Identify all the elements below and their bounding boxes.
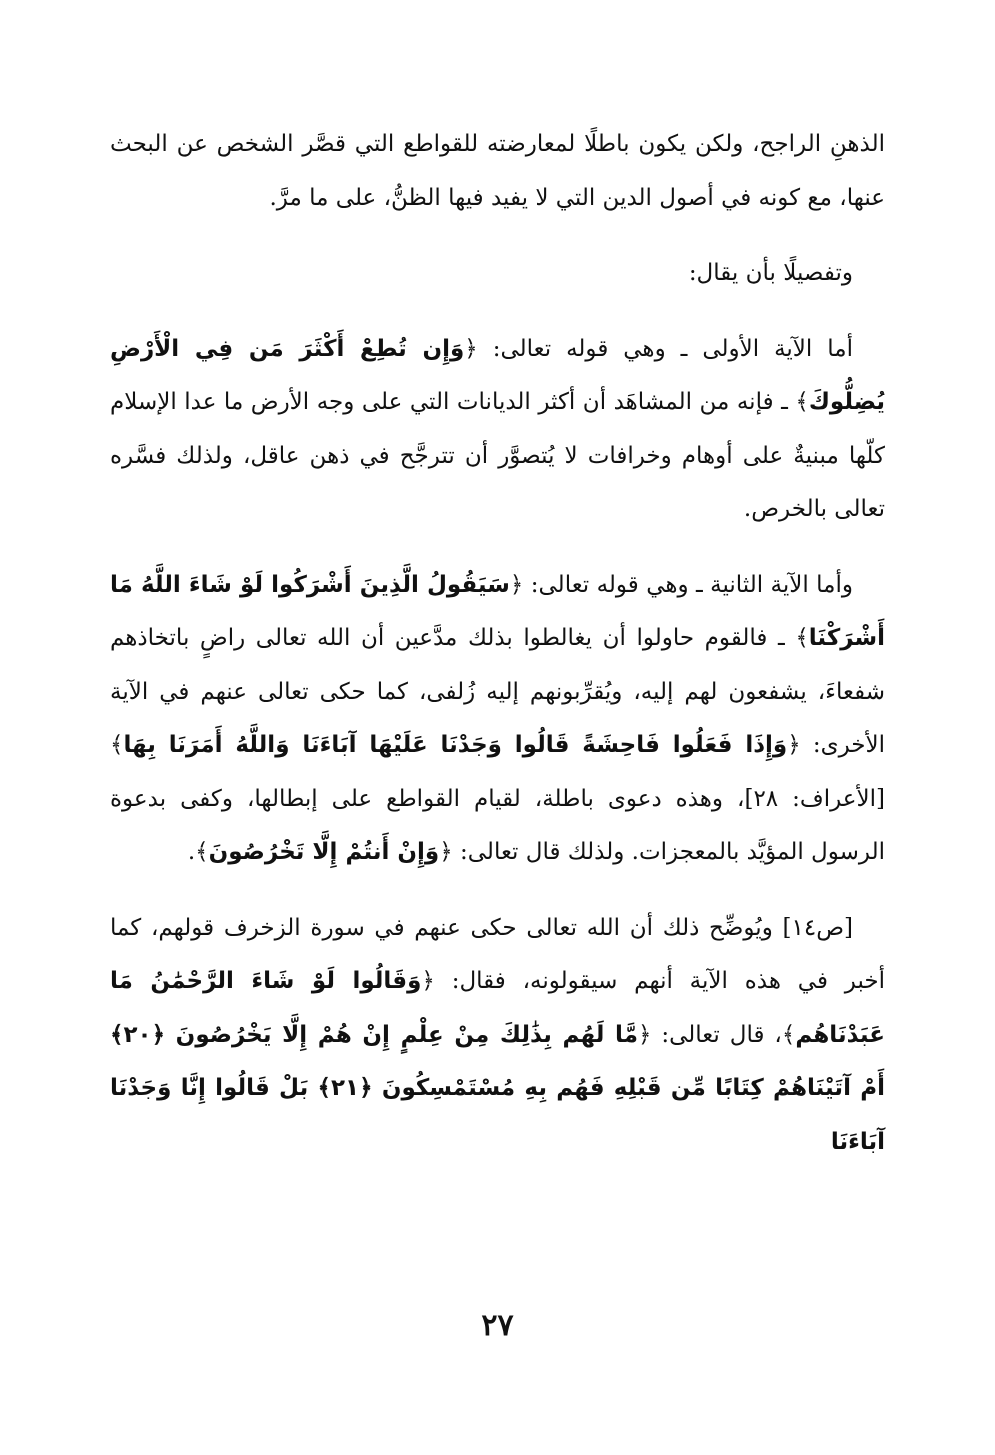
verse-open-bracket: ﴿ <box>509 571 524 598</box>
verse-reference: [الأعراف: ٢٨] <box>744 785 886 812</box>
paragraph-1-text: الذهنِ الراجح، ولكن يكون باطلًا لمعارضته للقواطع التي قصَّر الشخص عن البحث عنها، مع كونه في أصول الدين التي لا يفيد فيها الظنُّ، على ما مرَّ. <box>110 131 885 211</box>
quran-verse: سَيَقُولُ الَّذِينَ أَشْرَكُوا لَوْ شَاءَ اللَّهُ مَا أَشْرَكْنَا <box>110 571 886 651</box>
page-marker: [ص١٤] <box>782 914 854 941</box>
paragraph-3 <box>110 323 885 537</box>
p5-intro: ويُوضِّح ذلك أن الله تعالى حكى عنهم في سورة الزخرف قولهم، كما أخبر في هذه الآية أنهم سيقولونه، فقال: <box>110 914 885 994</box>
paragraph-4 <box>110 559 885 880</box>
p5-body: ، قال تعالى: <box>661 1021 782 1048</box>
paragraph-2 <box>110 247 885 301</box>
verse-open-bracket: ﴿ <box>637 1021 652 1048</box>
p4-body-1: ـ فالقوم حاولوا أن يغالطوا بذلك مدَّعين أن الله تعالى راضٍ باتخاذهم شفعاءَ، يشفعون لهم إليه، ويُقرِّبونهم إليه زُلفى، كما حكى تعالى عنهم في الآية الأخرى: <box>110 625 886 758</box>
p3-intro: أما الآية الأولى ـ وهي قوله تعالى: <box>492 335 853 362</box>
verse-open-bracket: ﴿ <box>439 839 453 865</box>
paragraph-1 <box>110 118 885 225</box>
body-text <box>110 118 885 1191</box>
verse-close-bracket: ﴾ <box>781 1021 796 1048</box>
verse-close-bracket: ﴾ <box>795 625 809 651</box>
verse-close-bracket: ﴾ <box>110 732 124 758</box>
p3-body: ـ فإنه من المشاهَد أن أكثر الديانات التي على وجه الأرض ما عدا الإسلام كلّها مبنيةٌ على أوهام وخرافات لا يُتصوَّر أن تترجَّح في ذهن عاقل، ولذلك فسَّره تعالى بالخرص. <box>110 389 885 522</box>
quran-verse: وَإِذَا فَعَلُوا فَاحِشَةً قَالُوا وَجَدْنَا عَلَيْهَا آبَاءَنَا وَاللَّهُ أَمَرَنَا بِهَا <box>123 732 788 758</box>
verse-open-bracket: ﴿ <box>787 732 801 758</box>
quran-verse: وَإِنْ أَنتُمْ إِلَّا تَخْرُصُونَ <box>208 839 440 865</box>
verse-close-bracket: ﴾ <box>795 389 809 415</box>
p4-end: . <box>187 839 196 865</box>
p4-intro: وأما الآية الثانية ـ وهي قوله تعالى: <box>530 571 853 598</box>
page-number: ٢٧ <box>481 1308 514 1343</box>
quran-verse: وَقَالُوا لَوْ شَاءَ الرَّحْمَٰنُ مَا عَبَدْنَاهُم <box>110 968 885 1048</box>
verse-close-bracket: ﴾ <box>195 839 209 865</box>
verse-open-bracket: ﴿ <box>421 968 435 994</box>
quran-verse: مَّا لَهُم بِذَٰلِكَ مِنْ عِلْمٍ إِنْ هُمْ إِلَّا يَخْرُصُونَ ﴿٢٠﴾ أَمْ آتَيْنَاهُمْ كِتَابًا مِّن قَبْلِهِ فَهُم بِهِ مُسْتَمْسِكُونَ ﴿٢١﴾ بَلْ قَالُوا إِنَّا وَجَدْنَا آبَاءَنَا <box>110 1021 885 1155</box>
p4-body-2: ، وهذه دعوى باطلة، لقيام القواطع على إبطالها، وكفى بدعوة الرسول المؤيَّد بالمعجزات. ولذلك قال تعالى: <box>110 785 885 865</box>
paragraph-2-text: وتفصيلًا بأن يقال: <box>688 260 853 286</box>
paragraph-5 <box>110 902 885 1170</box>
verse-open-bracket: ﴿ <box>464 335 478 362</box>
quran-verse: وَإِن تُطِعْ أَكْثَرَ مَن فِي الْأَرْضِ يُضِلُّوكَ <box>110 335 886 415</box>
